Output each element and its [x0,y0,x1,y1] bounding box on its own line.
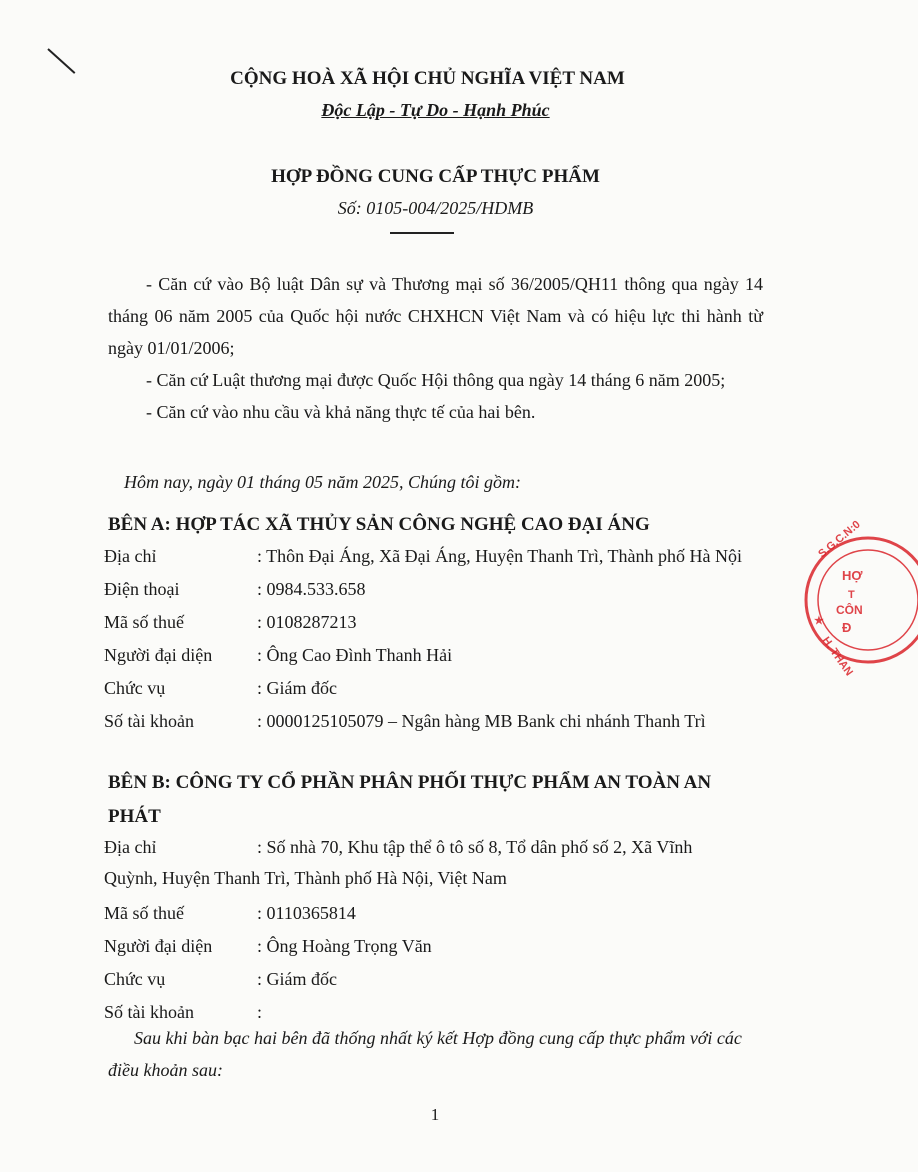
row-value: : 0110365814 [257,903,356,923]
seal-text: T [848,589,855,601]
row-label: Chức vụ [104,678,166,698]
row-value: : Ông Cao Đình Thanh Hải [257,645,453,665]
contract-title: HỢP ĐỒNG CUNG CẤP THỰC PHẨM [271,166,600,187]
party-b-heading: BÊN B: CÔNG TY CỔ PHẦN PHÂN PHỐI THỰC PHẨM AN TOÀN AN PHÁT [108,772,712,827]
row-label: Người đại diện [104,645,213,665]
row-value: : Số nhà 70, Khu tập thể ô tô số 8, Tổ dân phố số 2, Xã Vĩnh [257,837,693,857]
national-title: CỘNG HOÀ XÃ HỘI CHỦ NGHĨA VIỆT NAM [230,68,625,89]
row-value: : Giám đốc [257,678,337,698]
seal-text: Đ [842,620,852,635]
row-value: : 0984.533.658 [257,579,366,599]
seal-text: HỢ [842,568,863,583]
party-a-heading: BÊN A: HỢP TÁC XÃ THỦY SẢN CÔNG NGHỆ CAO ĐẠI ÁNG [108,514,650,535]
page-number: 1 [430,1105,440,1124]
row-label: Điện thoại [104,579,180,599]
row-label: Mã số thuế [104,612,184,632]
row-label: Địa chỉ [104,546,157,566]
contract-number: Số: 0105-004/2025/HDMB [337,198,534,218]
basis-item: - Căn cứ Luật thương mại được Quốc Hội thông qua ngày 14 tháng 6 năm 2005; [146,370,726,390]
row-label: Chức vụ [104,969,166,989]
intro-line: Hôm nay, ngày 01 tháng 05 năm 2025, Chúng tôi gồm: [124,472,521,492]
basis-item: - Căn cứ vào nhu cầu và khả năng thực tế của hai bên. [146,402,536,422]
row-value: : [257,1002,263,1022]
basis-item: - Căn cứ vào Bộ luật Dân sự và Thương mại số 36/2005/QH11 thông qua ngày 14 tháng 06 năm 2005 của Quốc hội nước CHXHCN Việt Nam và có hiệu lực thi hành từ ngày 01/01/2006; [108,274,763,358]
row-value: : 0108287213 [257,612,357,632]
row-label: Số tài khoản [104,711,194,731]
row-label: Người đại diện [104,936,213,956]
title-divider [390,232,454,234]
row-value: : Ông Hoàng Trọng Văn [257,936,432,956]
motto-text: Độc Lập - Tự Do - Hạnh Phúc [321,100,550,120]
row-value: : 0000125105079 – Ngân hàng MB Bank chi nhánh Thanh Trì [257,711,706,731]
address-continuation: Quỳnh, Huyện Thanh Trì, Thành phố Hà Nội, Việt Nam [104,868,507,888]
seal-text: H. THAN [819,634,855,679]
seal-text: S.G.C.N:0 [816,518,863,561]
legal-basis [108,268,763,428]
seal-star: ★ [814,615,824,627]
company-seal [798,518,918,679]
row-label: Địa chỉ [104,837,157,857]
closing-statement: Sau khi bàn bạc hai bên đã thống nhất ký kết Hợp đồng cung cấp thực phẩm với các điều khoản sau: [108,1028,742,1080]
row-value: : Thôn Đại Áng, Xã Đại Áng, Huyện Thanh Trì, Thành phố Hà Nội [257,546,742,566]
seal-text: CÔN [836,603,863,617]
row-value: : Giám đốc [257,969,337,989]
national-motto [8,100,863,121]
row-label: Mã số thuế [104,903,184,923]
row-label: Số tài khoản [104,1002,194,1022]
